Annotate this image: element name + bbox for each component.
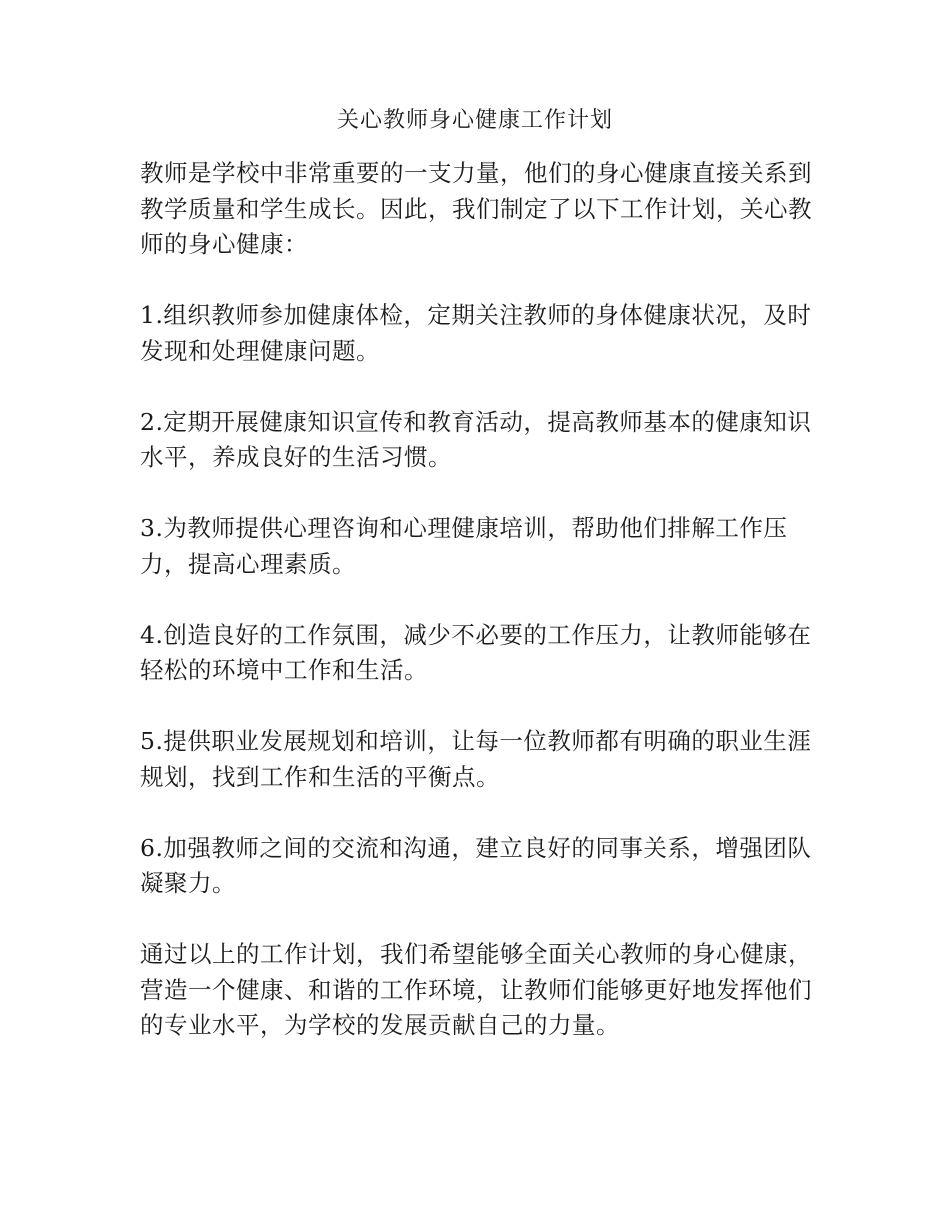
plan-item-number: 5.: [140, 727, 164, 755]
conclusion-paragraph: 通过以上的工作计划，我们希望能够全面关心教师的身心健康，营造一个健康、和谐的工作环境，让教师们能够更好地发挥他们的专业水平，为学校的发展贡献自己的力量。: [140, 940, 812, 1039]
plan-item-4: [140, 618, 830, 689]
plan-item-number: 4.: [140, 620, 164, 649]
plan-item-1: [140, 298, 830, 369]
document-title: 关心教师身心健康工作计划: [336, 108, 613, 133]
plan-item-text: 组织教师参加健康体检，定期关注教师的身体健康状况，及时发现和处理健康问题。: [140, 301, 812, 365]
plan-item-3: [140, 511, 830, 582]
plan-list: [140, 298, 830, 902]
plan-item-5: [140, 724, 830, 795]
plan-item-number: 6.: [140, 833, 164, 862]
intro-paragraph: 教师是学校中非常重要的一支力量，他们的身心健康直接关系到教学质量和学生成长。因此，我们制定了以下工作计划，关心教师的身心健康：: [140, 159, 812, 258]
plan-item-6: [140, 831, 830, 902]
plan-item-2: [140, 405, 830, 476]
plan-item-number: 2.: [140, 407, 164, 436]
plan-item-number: 3.: [140, 514, 164, 542]
plan-item-text: 定期开展健康知识宣传和教育活动，提高教师基本的健康知识水平，养成良好的生活习惯。: [140, 407, 812, 471]
document-body: [140, 156, 830, 1044]
plan-item-number: 1.: [140, 301, 164, 329]
plan-item-text: 提供职业发展规划和培训，让每一位教师都有明确的职业生涯规划，找到工作和生活的平衡点。: [140, 727, 812, 791]
plan-item-text: 为教师提供心理咨询和心理健康培训，帮助他们排解工作压力，提高心理素质。: [140, 514, 788, 578]
plan-item-text: 加强教师之间的交流和沟通，建立良好的同事关系，增强团队凝聚力。: [140, 833, 812, 897]
plan-item-text: 创造良好的工作氛围，减少不必要的工作压力，让教师能够在轻松的环境中工作和生活。: [140, 620, 812, 684]
